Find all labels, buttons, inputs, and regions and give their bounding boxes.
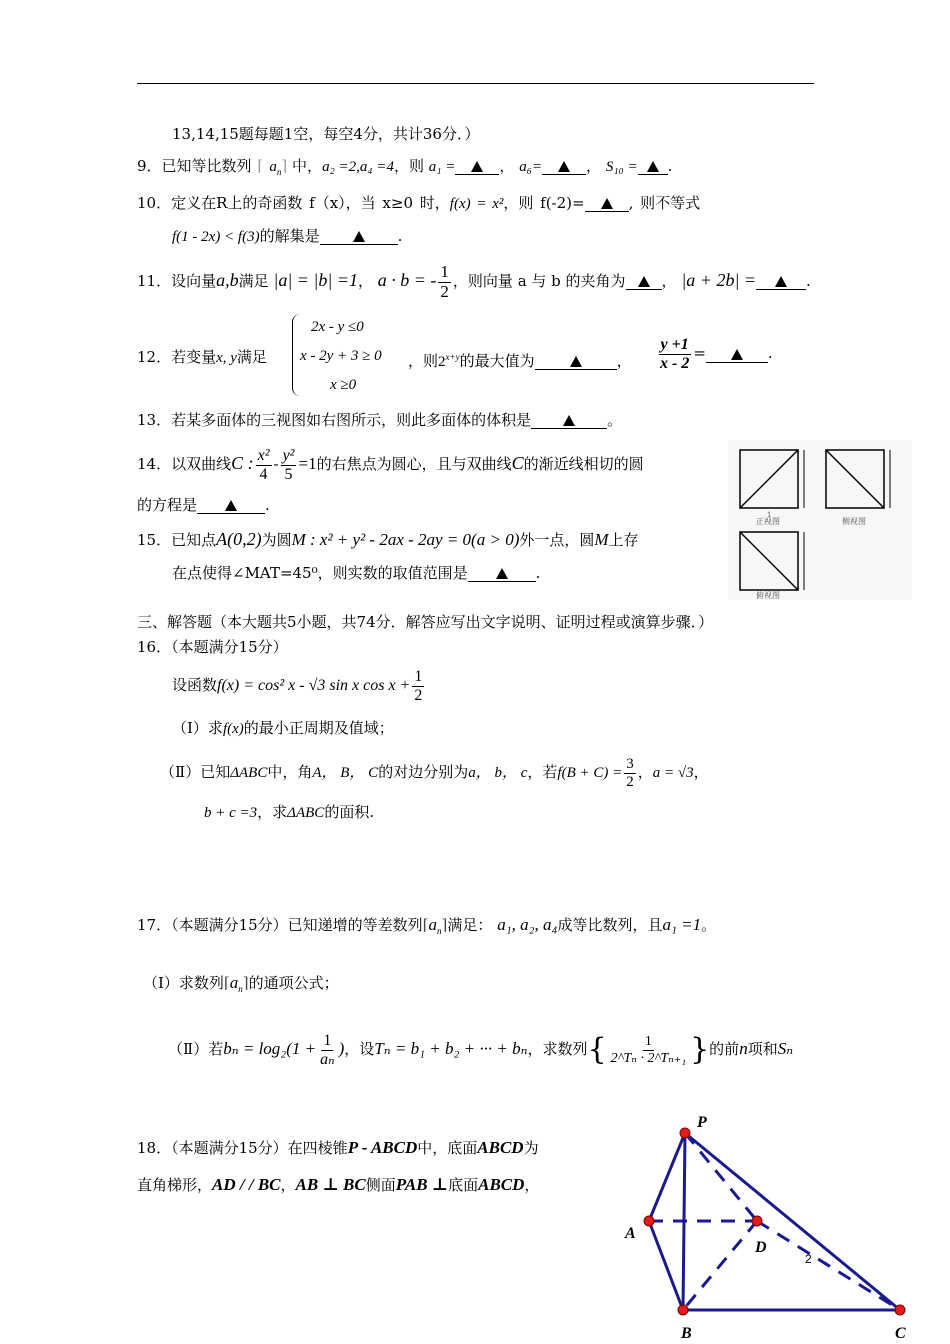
answer-blank [535, 353, 617, 370]
section-3-heading: 三、解答题（本大题共5小题，共74分．解答应写出文字说明、证明过程或演算步骤．） [137, 613, 714, 631]
question-18: 18．（本题满分15分）在四棱锥P - ABCD中，底面ABCD为 [137, 1138, 539, 1157]
question-16-part2-cont: b + c =3，求ΔABC的面积. [204, 803, 375, 821]
question-16-def: 设函数f(x) = cos² x - √3 sin x cos x + $\frac{1}{2}$ [172, 667, 423, 704]
answer-blank [585, 195, 629, 212]
question-13: 13．若某多面体的三视图如右图所示，则此多面体的体积是 。 [137, 411, 623, 429]
point-P [680, 1128, 690, 1138]
answer-blank [197, 497, 265, 514]
point-C [895, 1305, 905, 1315]
answer-blank [455, 158, 499, 175]
answer-blank [531, 412, 607, 429]
label-P: P [697, 1114, 707, 1131]
label-A: A [625, 1225, 636, 1242]
point-B [678, 1305, 688, 1315]
question-11: 11．设向量a,b满足 |a| = |b| =1， a · b = - $\frac{1}{2}$ ，则向量 a 与 b 的夹角为 ， |a + 2b| = . [137, 261, 811, 301]
question-9: 9．已知等比数列 ⌈ $a_n⌉$ 中，a₂ =2,a₄ =4，则 a₁ = ， a₆= ， S₁₀ = . [137, 157, 673, 177]
question-12-cont: ，则$2^{x+y}$的最大值为 ， [408, 352, 632, 370]
question-10-cont: f(1 - 2x) < f(3)的解集是 . [172, 227, 403, 245]
answer-triangle-icon [647, 161, 659, 172]
question-16-part2: （Ⅱ）已知ΔABC中，角A， B， C的对边分别为a， b， c，若f(B + C) = $\frac{3}{2}$ ，a = √3， [160, 756, 709, 790]
question-17-part1: （Ⅰ）求数列$⌈a_n⌉$的通项公式； [143, 973, 339, 994]
answer-triangle-icon [353, 231, 365, 242]
label-D: D [755, 1239, 767, 1256]
answer-blank [542, 158, 586, 175]
question-15: 15．已知点A(0,2)为圆M : x² + y² - 2ax - 2ay = 0(a > 0)外一点，圆M上存 [137, 529, 639, 549]
answer-blank [756, 273, 806, 290]
section-intro: 13,14,15题每题1空，每空4分，共计36分．） [172, 125, 480, 143]
question-16-head: 16．（本题满分15分） [137, 638, 288, 656]
constraint-3: x ≥0 [330, 377, 357, 393]
question-12: 12．若变量x, y满足 [137, 348, 267, 366]
front-view-label: 正视图 [756, 517, 780, 526]
question-10: 10．定义在R上的奇函数 f（x），当 x≥0 时，f(x) = x²，则 f(-2)= , 则不等式 [137, 194, 701, 212]
header-rule [137, 83, 814, 84]
dim-label: 1 [767, 511, 772, 519]
answer-triangle-icon [558, 161, 570, 172]
answer-triangle-icon [496, 568, 508, 579]
question-14-cont: 的方程是 . [137, 496, 270, 514]
edge-DC [757, 1221, 900, 1310]
answer-triangle-icon [225, 500, 237, 511]
answer-blank [320, 228, 398, 245]
label-B: B [681, 1325, 692, 1342]
edge-length-label: 2 [805, 1252, 812, 1266]
answer-triangle-icon [731, 349, 743, 360]
question-15-cont: 在点使得∠MAT=45⁰，则实数的取值范围是 . [172, 564, 541, 582]
constraint-2: x - 2y + 3 ≥ 0 [300, 348, 382, 364]
pyramid-figure [615, 1105, 935, 1344]
answer-blank [626, 273, 662, 290]
answer-triangle-icon [601, 198, 613, 209]
answer-triangle-icon [638, 276, 650, 287]
answer-triangle-icon [471, 161, 483, 172]
edge-PA [649, 1133, 685, 1221]
side-view-label: 侧视图 [842, 517, 866, 526]
answer-blank [468, 565, 536, 582]
answer-triangle-icon [570, 356, 582, 367]
question-16-part1: （Ⅰ）求f(x)的最小正周期及值域； [172, 719, 394, 737]
question-17-part2: （Ⅱ）若bₙ = log₂(1 + $\frac{1}{\text{aₙ}}$ )，设Tₙ = b₁ + b₂ + ··· + bₙ，求数列{ $\frac{1}{\text{2\textasciicircum{}Tₙ · 2\textasciicircum{}Tₙ₊₁}}$ }的前n项和Sₙ [168, 1031, 794, 1068]
question-17: 17．（本题满分15分）已知递增的等差数列$⌈a_n⌉$满足： a₁, a₂, a₄成等比数列，且a₁ =1。 [137, 915, 717, 936]
label-C: C [895, 1325, 906, 1342]
top-view-label: 俯视图 [756, 591, 780, 600]
edge-BD [683, 1221, 757, 1310]
three-views-figure [728, 440, 912, 600]
point-A [644, 1216, 654, 1226]
edge-AB [649, 1221, 683, 1310]
edge-PD [685, 1133, 757, 1221]
question-12-frac: $\frac{y +1}{x - 2}$ = . [660, 336, 773, 372]
constraint-1: 2x - y ≤0 [311, 319, 364, 335]
answer-triangle-icon [563, 415, 575, 426]
question-18-cont: 直角梯形，AD / / BC，AB ⊥ BC侧面PAB ⊥底面ABCD， [137, 1175, 540, 1194]
point-D [752, 1216, 762, 1226]
answer-blank [638, 158, 668, 175]
question-14: 14．以双曲线C : $\frac{\text{x²}}{4}$ - $\frac{\text{y²}}{5}$ =1的右焦点为圆心，且与双曲线C的渐近线相切的圆 [137, 446, 644, 483]
edge-PC [685, 1133, 900, 1310]
answer-triangle-icon [775, 276, 787, 287]
answer-blank [706, 346, 768, 363]
